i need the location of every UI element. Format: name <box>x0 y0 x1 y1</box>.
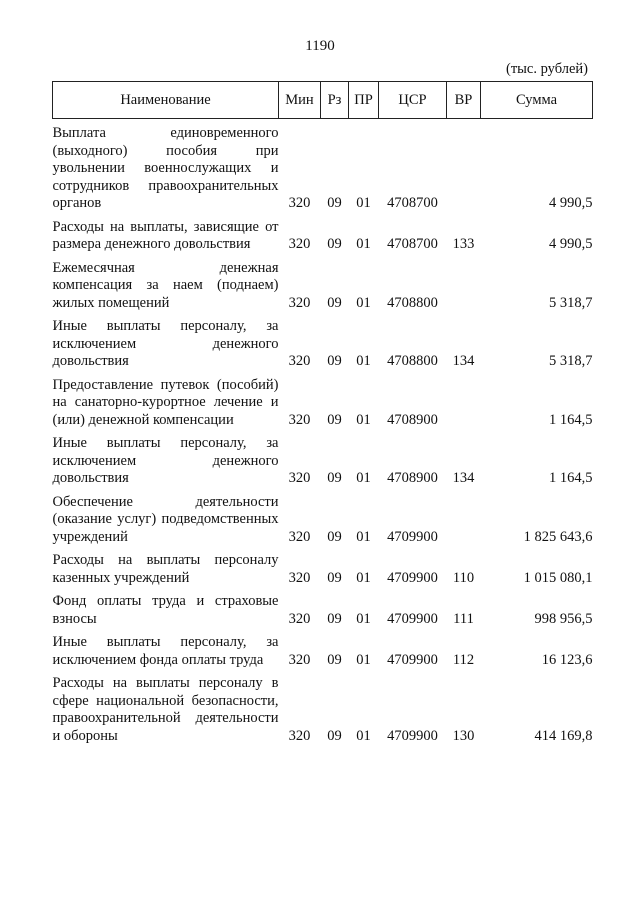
cell-csr: 4709900 <box>387 528 438 545</box>
cell-csr: 4708700 <box>387 236 438 252</box>
cell-pr: 01 <box>356 294 371 311</box>
table-row <box>53 429 593 488</box>
cell-rz: 09 <box>327 470 342 486</box>
table-row <box>53 213 593 254</box>
cell-vr <box>447 119 481 213</box>
cell-rz: 09 <box>327 651 342 668</box>
cell-rz: 09 <box>327 195 342 211</box>
cell-vr: 134 <box>452 353 475 369</box>
cell-min: 320 <box>288 610 311 627</box>
cell-name: Иные выплаты персоналу, за исключением денежного довольствия <box>52 435 279 486</box>
cell-vr <box>447 371 481 430</box>
header-sum: Сумма <box>481 82 593 119</box>
cell-sum: 1 164,5 <box>549 470 593 486</box>
table-row <box>53 254 593 313</box>
cell-sum: 1 015 080,1 <box>523 569 593 586</box>
cell-sum: 5 318,7 <box>549 294 593 311</box>
table-row <box>53 371 593 430</box>
header-min: Мин <box>279 82 321 119</box>
cell-csr: 4709900 <box>387 727 438 744</box>
cell-rz: 09 <box>327 569 342 586</box>
cell-pr: 01 <box>356 727 371 744</box>
cell-pr: 01 <box>356 528 371 545</box>
cell-vr: 134 <box>452 470 475 486</box>
budget-table <box>52 81 593 745</box>
cell-min: 320 <box>288 528 311 545</box>
cell-vr: 110 <box>452 569 475 586</box>
cell-sum: 4 990,5 <box>549 195 593 211</box>
header-csr: ЦСР <box>379 82 447 119</box>
table-row <box>53 546 593 587</box>
cell-csr: 4708900 <box>387 411 438 428</box>
cell-vr: 111 <box>453 610 474 627</box>
cell-sum: 4 990,5 <box>549 236 593 252</box>
cell-pr: 01 <box>356 411 371 428</box>
cell-vr: 130 <box>452 727 475 744</box>
cell-rz: 09 <box>327 528 342 545</box>
cell-vr <box>447 488 481 547</box>
cell-rz: 09 <box>327 236 342 252</box>
cell-pr: 01 <box>356 610 371 627</box>
cell-vr <box>447 254 481 313</box>
cell-csr: 4709900 <box>387 569 438 586</box>
cell-min: 320 <box>288 294 311 311</box>
cell-pr: 01 <box>356 236 371 252</box>
table-row <box>53 488 593 547</box>
cell-min: 320 <box>288 727 311 744</box>
cell-sum: 1 164,5 <box>549 411 593 428</box>
cell-name: Расходы на выплаты персоналу казенных учреждений <box>52 552 279 586</box>
cell-name: Предоставление путевок (пособий) на санаторно-курортное лечение и (или) денежной компенсации <box>52 376 279 428</box>
cell-rz: 09 <box>327 353 342 369</box>
cell-vr: 112 <box>452 651 475 668</box>
cell-name: Ежемесячная денежная компенсация за наем (поднаем) жилых помещений <box>52 259 279 311</box>
table-row <box>53 119 593 213</box>
header-pr: ПР <box>349 82 379 119</box>
cell-name: Фонд оплаты труда и страховые взносы <box>52 593 279 627</box>
cell-csr: 4709900 <box>387 651 438 668</box>
table-row <box>53 587 593 628</box>
table-body <box>53 119 593 746</box>
cell-rz: 09 <box>327 727 342 744</box>
cell-min: 320 <box>288 569 311 586</box>
cell-name: Обеспечение деятельности (оказание услуг) подведомственных учреждений <box>52 493 279 545</box>
table-row <box>53 628 593 669</box>
cell-sum: 414 169,8 <box>534 727 593 744</box>
cell-rz: 09 <box>327 294 342 311</box>
cell-sum: 1 825 643,6 <box>523 528 593 545</box>
cell-name: Иные выплаты персоналу, за исключением фонда оплаты труда <box>52 634 279 668</box>
cell-csr: 4708700 <box>387 195 438 211</box>
cell-rz: 09 <box>327 610 342 627</box>
cell-pr: 01 <box>356 651 371 668</box>
cell-sum: 5 318,7 <box>549 353 593 369</box>
cell-min: 320 <box>288 411 311 428</box>
cell-sum: 16 123,6 <box>541 651 593 668</box>
header-rz: Рз <box>321 82 349 119</box>
cell-name: Иные выплаты персоналу, за исключением денежного довольствия <box>52 318 279 369</box>
header-vr: ВР <box>447 82 481 119</box>
table-header <box>53 82 593 119</box>
cell-name: Выплата единовременного (выходного) пособия при увольнении военнослужащих и сотрудников правоохранительных органов <box>52 125 279 211</box>
cell-pr: 01 <box>356 353 371 369</box>
cell-min: 320 <box>288 236 311 252</box>
cell-vr: 133 <box>452 236 475 252</box>
cell-min: 320 <box>288 651 311 668</box>
cell-pr: 01 <box>356 195 371 211</box>
units-label: (тыс. рублей) <box>506 61 588 77</box>
cell-pr: 01 <box>356 569 371 586</box>
page-number: 1190 <box>305 38 335 54</box>
cell-name: Расходы на выплаты, зависящие от размера денежного довольствия <box>52 218 279 252</box>
cell-min: 320 <box>288 470 311 486</box>
cell-min: 320 <box>288 353 311 369</box>
header-name: Наименование <box>53 82 279 119</box>
table-row <box>53 312 593 371</box>
table-row <box>53 669 593 745</box>
cell-name: Расходы на выплаты персоналу в сфере национальной безопасности, правоохранительной деятельности и обороны <box>52 675 279 744</box>
cell-csr: 4708800 <box>387 353 438 369</box>
cell-csr: 4708800 <box>387 294 438 311</box>
cell-sum: 998 956,5 <box>534 610 593 627</box>
cell-min: 320 <box>288 195 311 211</box>
cell-rz: 09 <box>327 411 342 428</box>
cell-csr: 4708900 <box>387 470 438 486</box>
cell-csr: 4709900 <box>387 610 438 627</box>
cell-pr: 01 <box>356 470 371 486</box>
